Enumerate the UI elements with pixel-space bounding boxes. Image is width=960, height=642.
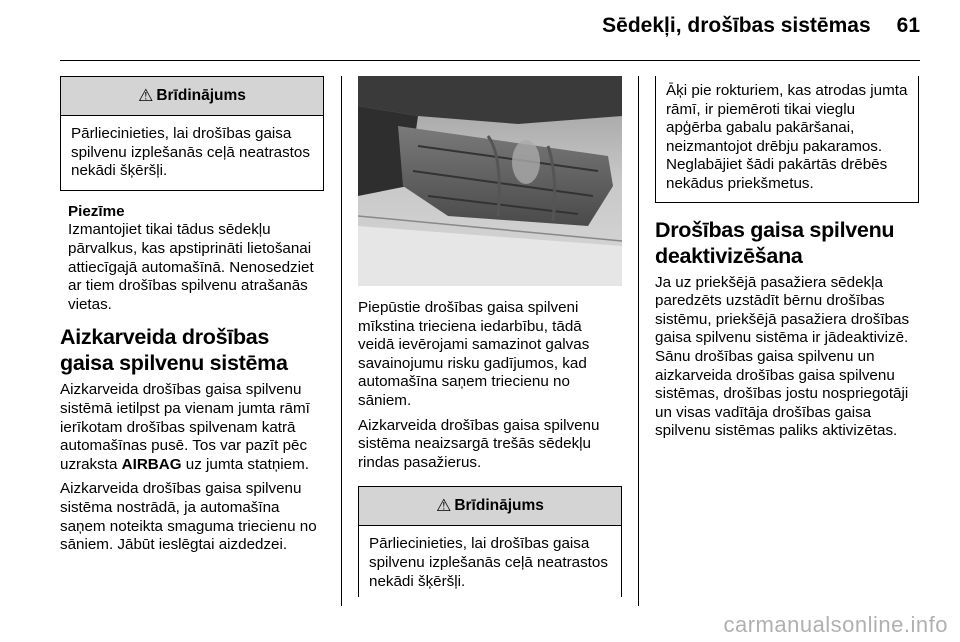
- warning-triangle-icon: ⚠: [138, 86, 154, 105]
- page-header: [602, 14, 920, 38]
- note-block: [60, 203, 324, 315]
- warning-header: [61, 77, 323, 116]
- paragraph: Aizkarveida drošības gaisa spilvenu sistēma neaizsargā trešās sēdekļu rindas pasažierus.: [358, 416, 600, 471]
- warning-text: Pārliecinieties, lai drošības gaisa spilvenu izplešanās ceļā neatrastos nekādi šķēršļi.: [369, 535, 608, 590]
- warning-header: [359, 487, 621, 526]
- paragraph: [60, 381, 324, 474]
- paragraph: Aizkarveida drošības gaisa spilvenu sistēma nostrādā, ja automašīna saņem noteikta smaguma triecienu no sāniem. Jābūt ieslēgtai aizdedzei.: [60, 480, 317, 554]
- warning-title: Brīdinājums: [454, 497, 544, 515]
- section-heading: Drošības gaisa spilvenu deaktivizēšana: [655, 217, 895, 268]
- paragraph: Ja uz priekšējā pasažiera sēdekļa paredzēts uzstādīt bērnu drošības sistēmu, priekšējā pasažiera drošības gaisa spilvenu sistēma ir jādeaktivizē. Sānu drošības gaisa spilvenu un aizkarveida drošības gaisa spilvenu sistēmas, drošības jostu nospriegotāji un visas vadītāja drošības gaisa spilvenu sistēmas paliks aktivizētas.: [655, 273, 910, 440]
- paragraph-text: Aizkarveida drošības gaisa spilvenu sistēmā ietilpst pa vienam jumta rāmī ierīkotam drošības spilvenam katrā automašīnas pusē. Tos var pazīt pēc uzraksta: [60, 381, 310, 473]
- warning-text: Pārliecinieties, lai drošības gaisa spilvenu izplešanās ceļā neatrastos nekādi šķēršļi.: [71, 125, 310, 180]
- airbag-illustration: [358, 76, 622, 286]
- warning-box: [358, 486, 622, 597]
- curtain-airbag-photo: [358, 76, 622, 286]
- column-3: [655, 76, 919, 441]
- warning-body: [359, 526, 621, 597]
- warning-text: Āķi pie rokturiem, kas atrodas jumta rāmī, ir piemēroti tikai vieglu apģērba gabalu pakāršanai, neizmantojot drēbju pakaramos. Neglabājiet šādi pakārtās drēbēs nekādus priekšmetus.: [666, 82, 908, 192]
- warning-triangle-icon: ⚠: [436, 496, 452, 516]
- header-title: Sēdekļi, drošības sistēmas: [602, 14, 871, 37]
- airbag-label: AIRBAG: [121, 455, 182, 473]
- column-2: [358, 76, 622, 597]
- warning-title: Brīdinājums: [156, 87, 246, 104]
- warning-body: [61, 116, 323, 190]
- page-number: 61: [896, 14, 920, 37]
- paragraph-text: uz jumta statņiem.: [181, 455, 309, 473]
- paragraph: Piepūstie drošības gaisa spilveni mīkstina trieciena iedarbību, tādā veidā ievērojami samazinot galvas savainojumu risku gadījumos, kad automašīna saņem triecienu no sāniem.: [358, 299, 590, 409]
- column-divider-1: [341, 76, 342, 606]
- column-1: [60, 76, 324, 555]
- section-heading: Aizkarveida drošības gaisa spilvenu sistēma: [60, 325, 288, 376]
- header-rule: [60, 60, 920, 61]
- note-text: Izmantojiet tikai tādus sēdekļu pārvalkus, kas apstiprināti lietošanai attiecīgajā automašīnā. Nenosedziet ar tiem drošības spilvenu atrašanās vietas.: [68, 221, 314, 313]
- continued-warning-box: [655, 76, 919, 203]
- column-divider-2: [638, 76, 639, 606]
- watermark: carmanualsonline.info: [723, 612, 948, 637]
- note-title: Piezīme: [68, 202, 125, 220]
- warning-box: [60, 76, 324, 191]
